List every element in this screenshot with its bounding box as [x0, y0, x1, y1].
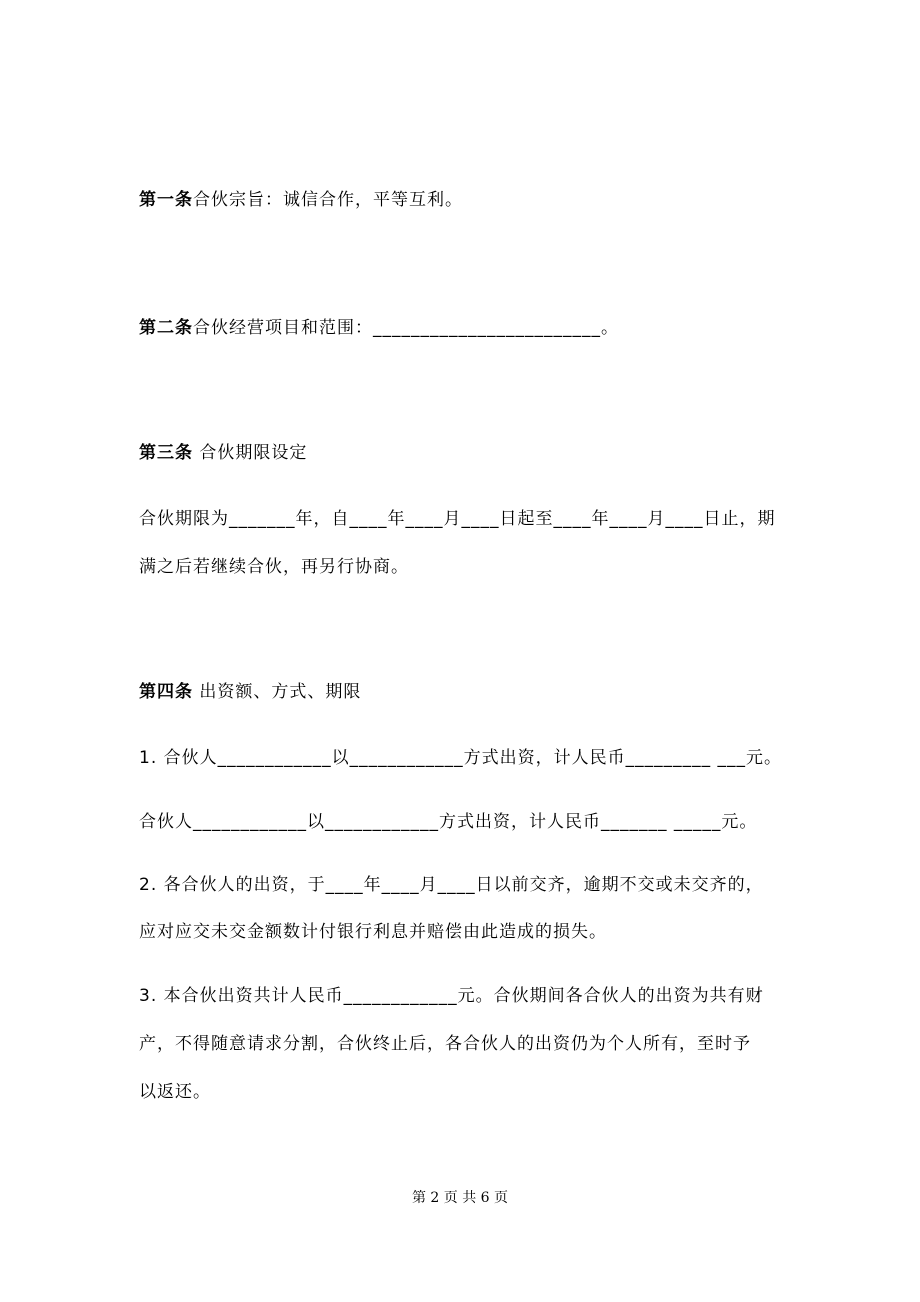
article-1-text: 合伙宗旨：诚信合作，平等互利。	[193, 190, 463, 210]
article-3-title	[139, 441, 307, 465]
article-4-item-2-line-2: 应对应交未交金额数计付银行利息并赔偿由此造成的损失。	[139, 922, 607, 942]
article-4-item-3-line-2: 产，不得随意请求分割，合伙终止后，各合伙人的出资仍为个人所有，至时予	[139, 1034, 751, 1054]
article-3-title-text: 合伙期限设定	[193, 443, 308, 463]
article-1	[139, 188, 463, 212]
article-4-title-text: 出资额、方式、期限	[193, 682, 362, 702]
article-3-heading: 第三条	[139, 443, 193, 463]
article-4-title	[139, 680, 361, 704]
article-3-line-1: 合伙期限为_______年，自____年____月____日起至____年____月____日止，期	[139, 509, 776, 529]
article-2-heading: 第二条	[139, 318, 193, 338]
article-4-item-3-line-1: 3. 本合伙出资共计人民币____________元。合伙期间各合伙人的出资为共有财	[139, 986, 764, 1006]
page-footer: 第 2 页 共 6 页	[411, 1190, 509, 1206]
article-2-text: 合伙经营项目和范围：________________________。	[193, 318, 619, 338]
article-4-item-2-line-1: 2. 各合伙人的出资，于____年____月____日以前交齐，逾期不交或未交齐的，	[139, 875, 764, 895]
article-1-heading: 第一条	[139, 190, 193, 210]
article-3-line-2: 满之后若继续合伙，再另行协商。	[139, 557, 409, 577]
article-4-item-1-line-1: 1. 合伙人____________以____________方式出资，计人民币_________ ___元。	[139, 748, 783, 768]
article-4-item-1-line-2: 合伙人____________以____________方式出资，计人民币_______ _____元。	[139, 812, 758, 832]
article-4-heading: 第四条	[139, 682, 193, 702]
article-2	[139, 316, 619, 340]
article-4-item-3-line-3: 以返还。	[139, 1082, 211, 1102]
